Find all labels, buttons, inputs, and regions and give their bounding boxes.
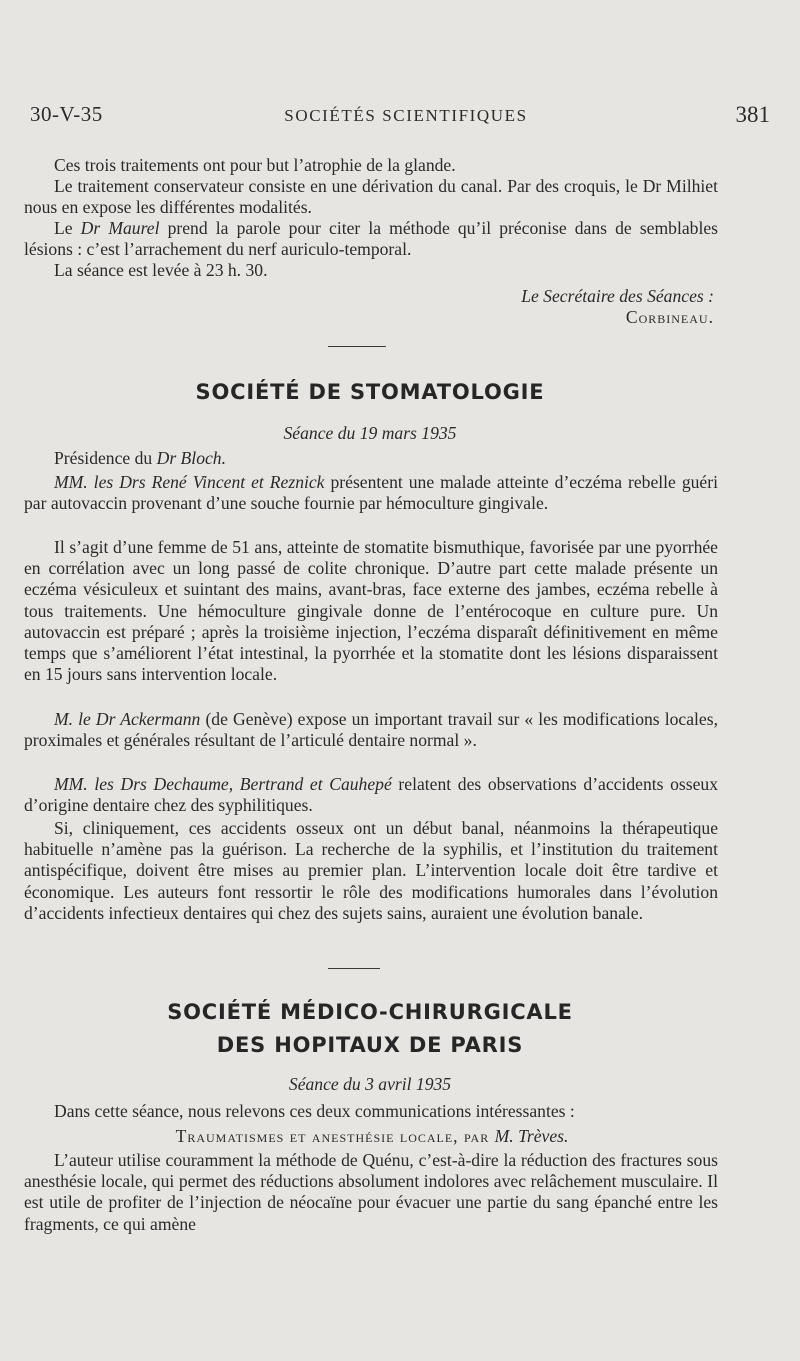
header-date: 30-V-35 bbox=[30, 102, 103, 126]
section-title-hopitaux: DES HOPITAUX DE PARIS bbox=[216, 1033, 524, 1057]
signature-role: Le Secrétaire des Séances : bbox=[521, 286, 714, 306]
paragraph-vincent-reznick bbox=[24, 472, 718, 514]
paragraph-text: Le traitement conservateur consiste en une dérivation du canal. Par des croquis, le Dr Milhiet nous en expose les différentes modalités. bbox=[24, 176, 718, 218]
paragraph-text: présentent une malade atteinte d’eczéma rebelle guéri par autovaccin provenant d’une souche fournie par hémoculture gingivale. bbox=[24, 472, 718, 514]
seance-date-text: Séance du 3 avril 1935 bbox=[288, 1074, 452, 1094]
paragraph-maurel bbox=[24, 218, 718, 260]
paragraph-atrophie bbox=[24, 155, 718, 176]
paragraph-text: Il s’agit d’une femme de 51 ans, atteinte de stomatite bismuthique, favorisée par une pyorrhée en corrélation avec un long passé de colite chronique. D’autre part cette malade présente un eczéma vésiculeux et suintant des mains, avant-bras, face externe des jambes, eczéma rebelle à tous traitements. Une hémoculture gingivale donne de l’entérocoque en culture pure. Un autovaccin est préparé ; après la troisième injection, l’eczéma disparaît définitivement en même temps que s’améliorent l’état intestinal, la pyorrhée et la stomatite dont les lésions disparaissent en 15 jours sans intervention locale. bbox=[24, 537, 718, 685]
person-name: Dr Maurel bbox=[80, 218, 160, 238]
paragraph-traitement-conservateur bbox=[24, 176, 718, 218]
paragraph-text: La séance est levée à 23 h. 30. bbox=[54, 260, 268, 280]
section-divider bbox=[328, 968, 380, 969]
paragraph-cas-clinique bbox=[24, 537, 718, 685]
person-name: Dr Bloch. bbox=[156, 448, 226, 468]
paragraph-text: L’auteur utilise couramment la méthode de Quénu, c’est-à-dire la réduction des fractures sous anesthésie locale, qui permet des réductions absolument indolores avec relâchement musculaire. Il est utile de profiter de l’injection de néocaïne pour évacuer une partie du sang épanché entre les fragments, ce qui amène bbox=[24, 1150, 718, 1234]
running-header bbox=[30, 102, 782, 132]
communication-title-text: Traumatismes et anesthésie locale, par bbox=[175, 1126, 495, 1146]
paragraph-text: prend la parole pour citer la méthode qu’il préconise dans de semblables lésions : c’est l’arrachement du nerf auriculo-temporal. bbox=[24, 218, 718, 260]
person-names: MM. les Drs René Vincent et Reznick bbox=[54, 472, 325, 492]
page-number: 381 bbox=[735, 102, 770, 127]
section-divider bbox=[328, 346, 386, 347]
paragraph-intro bbox=[24, 1101, 718, 1122]
paragraph-text: Si, cliniquement, ces accidents osseux ont un début banal, néanmoins la thérapeutique habituelle n’amène pas la guérison. La recherche de la syphilis, et l’institution du traitement antispécifique, doivent être mises au premier plan. L’intervention locale doit être tardive et économique. Les auteurs font ressortir le rôle des modifications humorales dans l’évolution d’accidents infectieux dentaires qui chez des sujets sains, auraient une évolution banale. bbox=[24, 818, 718, 923]
presidence bbox=[24, 448, 718, 469]
signature-block bbox=[521, 286, 714, 328]
header-section-title: SOCIÉTÉS SCIENTIFIQUES bbox=[284, 106, 528, 125]
paragraph-text: Ces trois traitements ont pour but l’atrophie de la glande. bbox=[54, 155, 456, 175]
paragraph-text: Dans cette séance, nous relevons ces deux communications intéressantes : bbox=[54, 1101, 575, 1121]
seance-date-text: Séance du 19 mars 1935 bbox=[283, 423, 457, 443]
paragraph-text: relatent des observations d’accidents osseux d’origine dentaire chez des syphilitiques. bbox=[24, 774, 719, 816]
paragraph-quenu bbox=[24, 1150, 718, 1235]
paragraph-text: Le bbox=[54, 218, 81, 238]
seance-date bbox=[0, 423, 740, 444]
paragraph-ackermann bbox=[24, 709, 718, 751]
signature-name: Corbineau. bbox=[625, 307, 714, 327]
paragraph-text: Présidence du bbox=[54, 448, 157, 468]
section-title-medico-chirurgicale: SOCIÉTÉ MÉDICO-CHIRURGICALE bbox=[167, 1000, 573, 1024]
person-names: MM. les Drs Dechaume, Bertrand et Cauhepé bbox=[54, 774, 392, 794]
paragraph-text: (de Genève) expose un important travail sur « les modifications locales, proximales et générales résultant de l’articulé dentaire normal ». bbox=[24, 709, 718, 751]
section-title-stomatologie: SOCIÉTÉ DE STOMATOLOGIE bbox=[195, 380, 545, 404]
person-names: M. le Dr Ackermann bbox=[54, 709, 201, 729]
seance-date bbox=[0, 1074, 740, 1095]
paragraph-seance-levee bbox=[24, 260, 718, 281]
paragraph-dechaume bbox=[24, 774, 718, 816]
paragraph-syphilis bbox=[24, 818, 718, 924]
person-name: M. Trèves. bbox=[494, 1126, 569, 1146]
communication-title bbox=[26, 1126, 718, 1147]
